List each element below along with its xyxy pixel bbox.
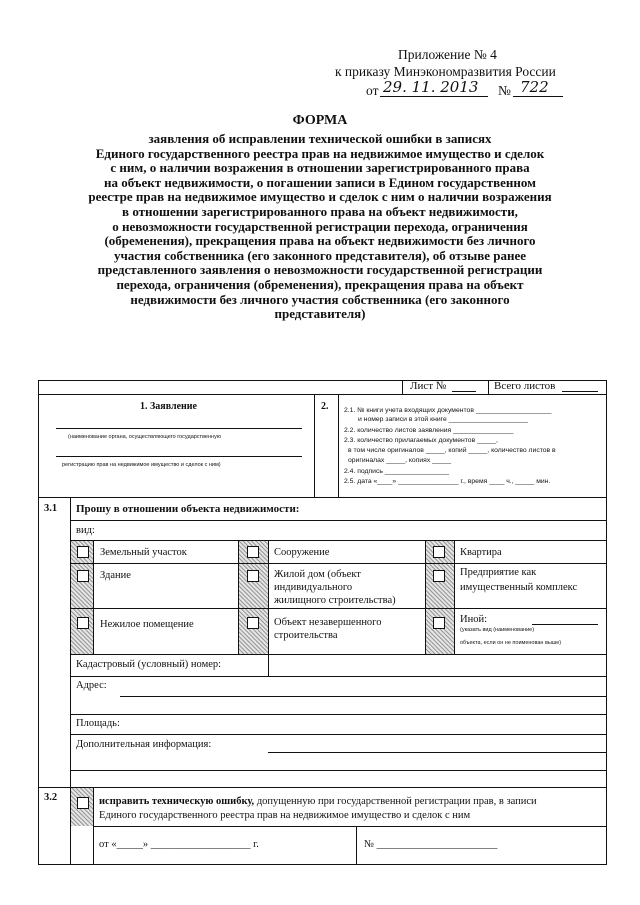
area-label: Площадь: (76, 718, 120, 729)
option-enterprise-2: имущественный комплекс (460, 582, 578, 593)
checkbox-unfinished[interactable] (247, 617, 259, 629)
sheet-number-label: Лист № (410, 380, 447, 392)
order-label: к приказу Минэкономразвития России (335, 64, 556, 79)
option-residential-house-3: жилищного строительства) (274, 595, 396, 606)
section31-number: 3.1 (44, 503, 58, 514)
authority-caption-1: (наименование органа, осуществляющего государственную (68, 434, 221, 440)
option-land-plot: Земельный участок (100, 547, 187, 558)
option-structure: Сооружение (274, 547, 330, 558)
option-other: Иной: (460, 614, 487, 625)
kind-label: вид: (76, 525, 95, 536)
checkbox-fix-error[interactable] (77, 797, 89, 809)
intake-item-5: в том числе оригиналов _____, копий _____, количество листов в (348, 447, 556, 454)
section1-title: 1. Заявление (140, 401, 197, 412)
option-apartment: Квартира (460, 547, 502, 558)
total-sheets-label: Всего листов (494, 380, 556, 392)
intake-item-2: и номер записи в этой книге _____________________ (358, 416, 529, 423)
intake-item-3: 2.2. количество листов заявления ________________ (344, 427, 514, 434)
option-other-caption-2: объекта, если он не поименован выше) (460, 640, 562, 646)
fix-error-text-2: Единого государственного реестра прав на недвижимое имущество и сделок с ним (99, 810, 471, 821)
address-label: Адрес: (76, 680, 107, 691)
option-unfinished-1: Объект незавершенного (274, 617, 382, 628)
checkbox-residential-house[interactable] (247, 570, 259, 582)
section31-title: Прошу в отношении объекта недвижимости: (76, 503, 300, 515)
option-other-caption-1: (указать вид (наименование) (460, 627, 535, 633)
intake-item-7: 2.4. подпись _________________ (344, 468, 450, 475)
section32-number: 3.2 (44, 792, 58, 803)
option-residential-house-2: индивидуального (274, 582, 353, 593)
number-prefix: № (498, 83, 511, 98)
option-enterprise-1: Предприятие как (460, 567, 537, 578)
cadastral-number-label: Кадастровый (условный) номер: (76, 659, 222, 670)
authority-caption-2: регистрацию прав на недвижимое имущество и сделок с ним) (62, 462, 221, 468)
appendix-label: Приложение № 4 (398, 47, 497, 62)
record-number-field[interactable]: № _______________________ (364, 839, 498, 850)
checkbox-enterprise[interactable] (433, 570, 445, 582)
form-title: ФОРМА (292, 113, 348, 128)
section2-number: 2. (321, 401, 329, 412)
option-residential-house-1: Жилой дом (объект (274, 569, 361, 580)
handwritten-number: 722 (520, 78, 549, 96)
record-date-field[interactable]: от «_____» ___________________ г. (99, 839, 259, 850)
option-nonresidential: Нежилое помещение (100, 619, 194, 630)
additional-info-label: Дополнительная информация: (76, 739, 212, 750)
handwritten-date: 29. 11. 2013 (383, 78, 479, 96)
checkbox-building[interactable] (77, 570, 89, 582)
intake-item-6: оригиналах _____, копиях _____ (348, 457, 452, 464)
checkbox-other[interactable] (433, 617, 445, 629)
intake-item-4: 2.3. количество прилагаемых документов _____, (344, 437, 498, 444)
checkbox-structure[interactable] (247, 546, 259, 558)
form-subtitle: заявления об исправлении технической ошибки в записях Единого государственного реестра прав на недвижимое имущество и сделок с ним, о наличии возражения в отношении зарегистрированного права на объект недвижимости, о погашении записи в Едином государственном реестре прав на недвижимое имущество и сделок с ним о наличии возражения в отношении зарегистрированного права на объект недвижимости, о невозможности государственной регистрации перехода, ограничения (обременения), прекращения права на объект недвижимости без личного участия собственника (его законного представителя), об отзыве ранее представленного заявления о невозможности государственной регистрации перехода, ограничения (обременения), прекращения права на объект недвижимости без личного участия собственника (его законного представителя) (88, 131, 552, 322)
option-building: Здание (100, 570, 131, 581)
intake-item-8: 2.5. дата «____» ________________ г., время ____ ч., _____ мин. (344, 478, 551, 485)
checkbox-apartment[interactable] (433, 546, 445, 558)
checkbox-nonresidential[interactable] (77, 617, 89, 629)
fix-error-text-1: исправить техническую ошибку, допущенную при государственной регистрации прав, в записи (99, 796, 537, 807)
intake-item-1: 2.1. № книги учета входящих документов ____________________ (344, 407, 552, 414)
option-unfinished-2: строительства (274, 630, 338, 641)
date-prefix: от (366, 83, 379, 98)
checkbox-land-plot[interactable] (77, 546, 89, 558)
